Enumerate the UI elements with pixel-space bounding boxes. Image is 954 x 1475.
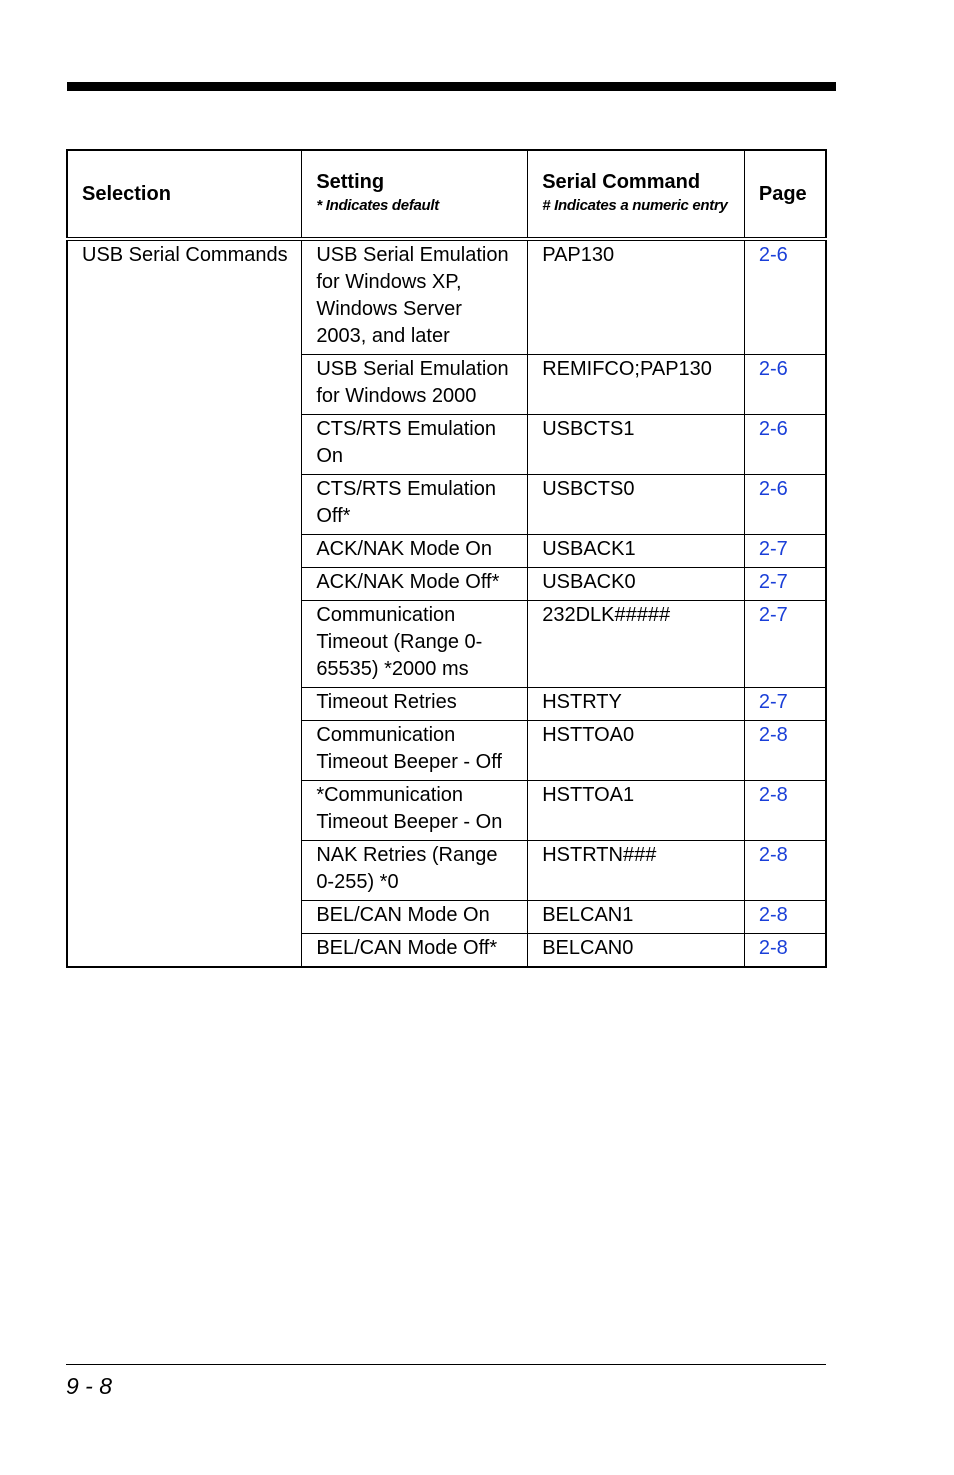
command-cell: HSTTOA1 bbox=[528, 781, 745, 841]
command-cell: HSTRTN### bbox=[528, 841, 745, 901]
command-cell: 232DLK##### bbox=[528, 601, 745, 688]
page-link[interactable]: 2-7 bbox=[758, 538, 788, 560]
table-row bbox=[67, 239, 826, 355]
table-header-row bbox=[67, 150, 826, 239]
page-link[interactable]: 2-6 bbox=[758, 478, 788, 500]
command-cell: USBCTS0 bbox=[528, 475, 745, 535]
page-cell bbox=[744, 841, 826, 901]
page-link[interactable]: 2-8 bbox=[758, 724, 788, 746]
command-cell: USBACK0 bbox=[528, 568, 745, 601]
setting-cell: CTS/RTS Emulation Off* bbox=[302, 475, 528, 535]
page-cell bbox=[744, 415, 826, 475]
command-cell: BELCAN0 bbox=[528, 934, 745, 968]
page-cell bbox=[744, 901, 826, 934]
header-setting bbox=[302, 150, 528, 239]
page-link[interactable]: 2-7 bbox=[758, 571, 788, 593]
header-page bbox=[744, 150, 826, 239]
command-cell: HSTTOA0 bbox=[528, 721, 745, 781]
setting-cell: BEL/CAN Mode On bbox=[302, 901, 528, 934]
setting-cell: USB Serial Emulation for Windows XP, Windows Server 2003, and later bbox=[302, 239, 528, 355]
setting-cell: ACK/NAK Mode Off* bbox=[302, 568, 528, 601]
setting-cell: USB Serial Emulation for Windows 2000 bbox=[302, 355, 528, 415]
header-command-note: # Indicates a numeric entry bbox=[542, 197, 728, 214]
header-page-label: Page bbox=[758, 183, 807, 205]
page-link[interactable]: 2-8 bbox=[758, 784, 788, 806]
header-selection bbox=[67, 150, 302, 239]
setting-cell: Communication Timeout Beeper - Off bbox=[302, 721, 528, 781]
command-cell: USBCTS1 bbox=[528, 415, 745, 475]
page-cell bbox=[744, 601, 826, 688]
page-link[interactable]: 2-6 bbox=[758, 244, 788, 266]
page-cell bbox=[744, 475, 826, 535]
command-cell: REMIFCO;PAP130 bbox=[528, 355, 745, 415]
page-number: 9 - 8 bbox=[66, 1373, 113, 1399]
page-cell bbox=[744, 934, 826, 968]
table-body bbox=[67, 239, 826, 967]
page-cell bbox=[744, 355, 826, 415]
selection-cell bbox=[67, 239, 302, 967]
page-link[interactable]: 2-6 bbox=[758, 418, 788, 440]
header-selection-label: Selection bbox=[82, 183, 171, 205]
top-rule bbox=[67, 82, 836, 91]
selection-label: USB Serial Commands bbox=[82, 244, 288, 266]
page-link[interactable]: 2-6 bbox=[758, 358, 788, 380]
page-link[interactable]: 2-8 bbox=[758, 937, 788, 959]
header-setting-note: * Indicates default bbox=[316, 197, 439, 214]
page-link[interactable]: 2-7 bbox=[758, 604, 788, 626]
setting-cell: Communication Timeout (Range 0-65535) *2000 ms bbox=[302, 601, 528, 688]
command-cell: PAP130 bbox=[528, 239, 745, 355]
command-cell: BELCAN1 bbox=[528, 901, 745, 934]
setting-cell: ACK/NAK Mode On bbox=[302, 535, 528, 568]
setting-cell: NAK Retries (Range 0-255) *0 bbox=[302, 841, 528, 901]
setting-cell: *Communication Timeout Beeper - On bbox=[302, 781, 528, 841]
page-link[interactable]: 2-8 bbox=[758, 844, 788, 866]
header-command-label: Serial Command bbox=[542, 171, 701, 193]
page-cell bbox=[744, 568, 826, 601]
page-cell bbox=[744, 781, 826, 841]
command-cell: HSTRTY bbox=[528, 688, 745, 721]
header-setting-label: Setting bbox=[316, 171, 385, 193]
serial-commands-table bbox=[66, 149, 827, 968]
setting-cell: Timeout Retries bbox=[302, 688, 528, 721]
setting-cell: CTS/RTS Emulation On bbox=[302, 415, 528, 475]
page-link[interactable]: 2-7 bbox=[758, 691, 788, 713]
page-cell bbox=[744, 688, 826, 721]
page-cell bbox=[744, 535, 826, 568]
page-cell bbox=[744, 239, 826, 355]
header-command bbox=[528, 150, 745, 239]
setting-cell: BEL/CAN Mode Off* bbox=[302, 934, 528, 968]
command-cell: USBACK1 bbox=[528, 535, 745, 568]
page-cell bbox=[744, 721, 826, 781]
page-link[interactable]: 2-8 bbox=[758, 904, 788, 926]
footer-rule bbox=[66, 1364, 826, 1365]
